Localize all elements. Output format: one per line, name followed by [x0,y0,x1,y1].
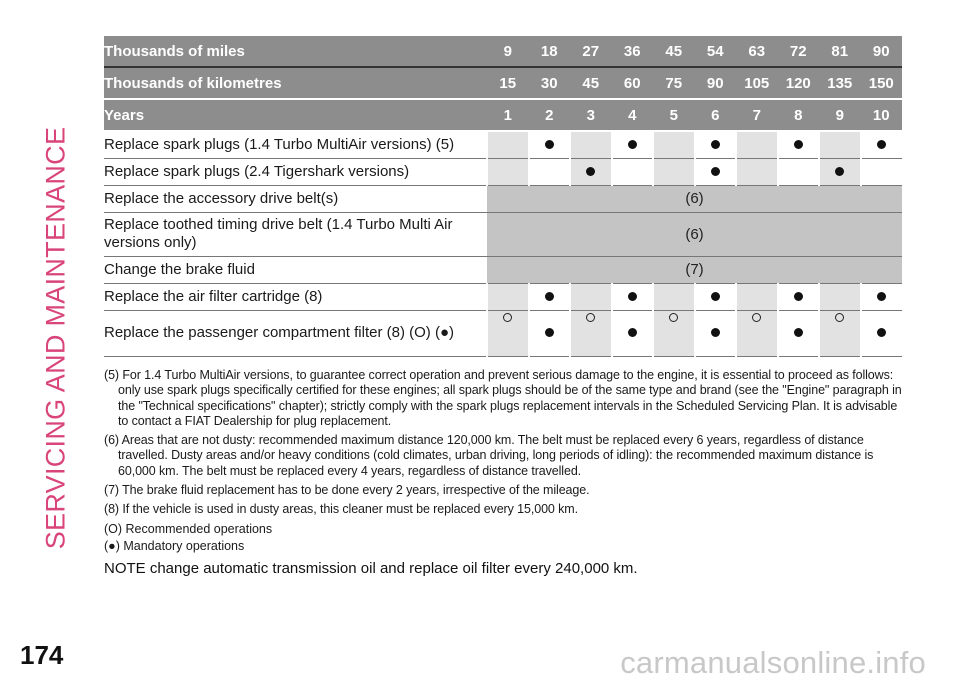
mandatory-marker [628,328,637,337]
header-value: 63 [736,36,778,67]
schedule-cell [819,131,861,158]
operation-label: Replace spark plugs (2.4 Tigershark versions) [104,158,487,185]
interval-note-cell: (6) [487,212,902,256]
schedule-cell [529,158,571,185]
operation-label: Replace spark plugs (1.4 Turbo MultiAir versions) (5) [104,131,487,158]
maintenance-schedule-table [104,36,902,357]
header-value: 27 [570,36,612,67]
schedule-cell [736,158,778,185]
schedule-row [104,283,902,310]
schedule-cell [612,158,654,185]
schedule-cell [695,283,737,310]
header-value: 150 [861,67,903,99]
watermark: carmanualsonline.info [620,645,926,680]
schedule-cell [778,310,820,356]
section-side-title: SERVICING AND MAINTENANCE [40,126,71,550]
schedule-cell [695,158,737,185]
mandatory-marker [586,167,595,176]
schedule-cell [778,131,820,158]
operation-label: Replace toothed timing drive belt (1.4 Turbo Multi Air versions only) [104,212,487,256]
schedule-cell [653,283,695,310]
footnotes-block [104,368,904,592]
header-value: 90 [861,36,903,67]
schedule-cell [778,158,820,185]
schedule-cell [487,310,529,356]
header-value: 7 [736,99,778,131]
mandatory-marker [794,140,803,149]
schedule-cell [736,131,778,158]
recommended-marker [752,313,761,322]
footnote-8: (8) If the vehicle is used in dusty areas, this cleaner must be replaced every 15,000 km. [104,502,578,517]
header-value: 9 [819,99,861,131]
header-value: 9 [487,36,529,67]
recommended-marker [669,313,678,322]
mandatory-marker [711,328,720,337]
header-value: 1 [487,99,529,131]
legend-mandatory: (●) Mandatory operations [104,538,245,553]
schedule-row [104,185,902,212]
mandatory-marker [877,140,886,149]
header-value: 81 [819,36,861,67]
schedule-cell [487,158,529,185]
header-value: 120 [778,67,820,99]
mandatory-marker [545,140,554,149]
schedule-cell [861,131,903,158]
schedule-row [104,310,902,356]
schedule-cell [819,310,861,356]
header-value: 15 [487,67,529,99]
recommended-marker [835,313,844,322]
schedule-row [104,212,902,256]
page-number: 174 [20,640,64,670]
header-value: 4 [612,99,654,131]
schedule-cell [736,283,778,310]
schedule-cell [529,131,571,158]
header-value: 3 [570,99,612,131]
header-row-years [104,99,902,131]
header-value: 36 [612,36,654,67]
schedule-cell [612,283,654,310]
header-value: 60 [612,67,654,99]
mandatory-marker [794,328,803,337]
operation-label: Replace the passenger compartment filter (8) (O) (●) [104,310,487,356]
header-value: 6 [695,99,737,131]
footnote-7: (7) The brake fluid replacement has to be done every 2 years, irrespective of the mileage. [104,483,590,498]
schedule-cell [529,310,571,356]
schedule-cell [695,131,737,158]
schedule-cell [653,158,695,185]
recommended-marker [503,313,512,322]
schedule-cell [653,310,695,356]
header-label: Thousands of kilometres [104,67,487,99]
schedule-cell [612,131,654,158]
mandatory-marker [835,167,844,176]
header-value: 5 [653,99,695,131]
mandatory-marker [711,140,720,149]
header-label: Thousands of miles [104,36,487,67]
schedule-cell [861,310,903,356]
footnote-6: (6) Areas that are not dusty: recommended maximum distance 120,000 km. The belt must be replaced every 6 years, regardless of distance travelled. Dusty areas and/or heavy conditions (cold climates, urban driving, long periods of idling): the recommended maximum distance is 60,000 km. The belt must be replaced every 4 years, regardless of distance travelled. [104,433,874,478]
schedule-cell [736,310,778,356]
header-value: 54 [695,36,737,67]
schedule-cell [695,310,737,356]
header-row-miles [104,36,902,67]
header-value: 105 [736,67,778,99]
schedule-cell [570,310,612,356]
header-value: 45 [653,36,695,67]
mandatory-marker [628,140,637,149]
mandatory-marker [794,292,803,301]
schedule-cell [570,283,612,310]
schedule-cell [487,131,529,158]
schedule-cell [612,310,654,356]
header-value: 75 [653,67,695,99]
legend-recommended: (O) Recommended operations [104,521,273,536]
schedule-row [104,158,902,185]
schedule-cell [570,131,612,158]
mandatory-marker [711,167,720,176]
header-value: 90 [695,67,737,99]
header-value: 18 [529,36,571,67]
schedule-cell [487,283,529,310]
schedule-cell [819,283,861,310]
header-value: 10 [861,99,903,131]
operation-label: Replace the air filter cartridge (8) [104,283,487,310]
header-row-kilometres [104,67,902,99]
header-value: 72 [778,36,820,67]
header-value: 2 [529,99,571,131]
schedule-row [104,256,902,283]
transmission-note: NOTE change automatic transmission oil and replace oil filter every 240,000 km. [104,559,638,577]
schedule-cell [778,283,820,310]
recommended-marker [586,313,595,322]
mandatory-marker [628,292,637,301]
operation-label: Change the brake fluid [104,256,487,283]
footnote-5: (5) For 1.4 Turbo MultiAir versions, to guarantee correct operation and prevent serious damage to the engine, it is essential to proceed as follows: only use spark plugs specifically certified for these engines; all spark plugs should be of the same type and brand (see the "Engine" paragraph in the "Technical specifications" chapter); strictly comply with the spark plugs replacement intervals in the Scheduled Servicing Plan. It is advisable to contact a FIAT Dealership for plug replacement. [104,368,902,428]
schedule-cell [861,158,903,185]
header-value: 30 [529,67,571,99]
header-value: 135 [819,67,861,99]
interval-note-cell: (7) [487,256,902,283]
schedule-cell [861,283,903,310]
mandatory-marker [877,328,886,337]
interval-note-cell: (6) [487,185,902,212]
schedule-cell [653,131,695,158]
mandatory-marker [545,328,554,337]
operation-label: Replace the accessory drive belt(s) [104,185,487,212]
schedule-cell [529,283,571,310]
header-value: 8 [778,99,820,131]
mandatory-marker [711,292,720,301]
header-value: 45 [570,67,612,99]
schedule-row [104,131,902,158]
mandatory-marker [545,292,554,301]
mandatory-marker [877,292,886,301]
schedule-cell [819,158,861,185]
header-label: Years [104,99,487,131]
schedule-cell [570,158,612,185]
